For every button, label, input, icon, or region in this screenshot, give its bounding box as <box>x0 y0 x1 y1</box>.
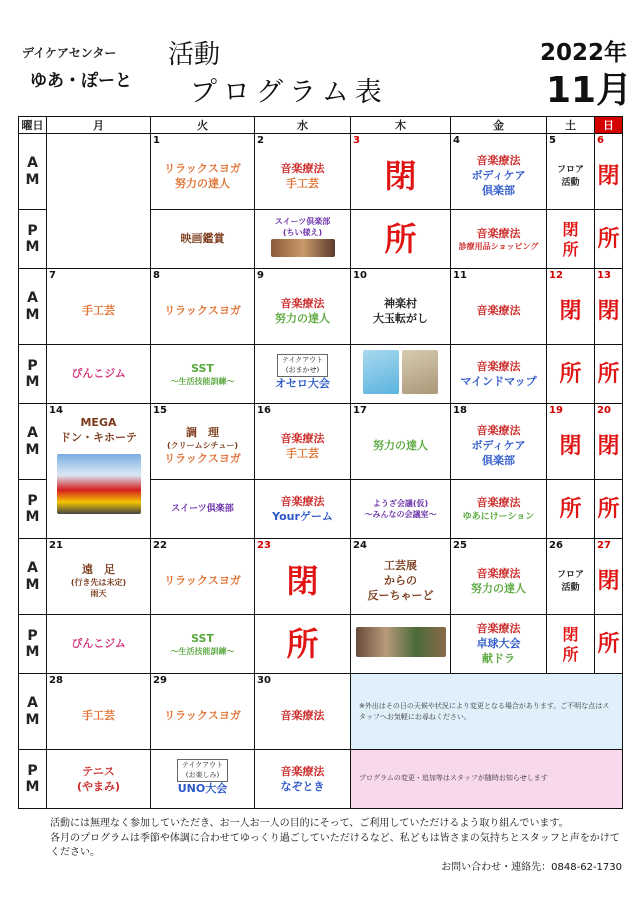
week1-thu-pm: 所 <box>351 210 451 269</box>
week4-fri-am: 25 音楽療法 努力の達人 <box>451 539 547 615</box>
week4-thu-am: 24 工芸展 からの 反ーちゃーど <box>351 539 451 615</box>
week2-sat-pm: 所 <box>547 345 595 404</box>
week1-sun-pm: 所 <box>595 210 623 269</box>
week4-tue-am: 22 リラックスヨガ <box>151 539 255 615</box>
week3-wed-am: 16 音楽療法 手工芸 <box>255 404 351 480</box>
week3-fri-am: 18 音楽療法 ボディケア 倶楽部 <box>451 404 547 480</box>
week1-sat-pm: 閉 所 <box>547 210 595 269</box>
week3-tue-pm: スイーツ倶楽部 <box>151 480 255 539</box>
header <box>0 0 640 115</box>
week4-thu-pm <box>351 615 451 674</box>
footer-line1: 活動には無理なく参加していただき、お一人お一人の目的にそって、ご利用していただけるよう取り組んでいます。 <box>50 818 569 829</box>
weekday-thu: 木 <box>351 117 451 134</box>
week1-sun-am: 6 閉 <box>595 134 623 210</box>
week1-thu-am: 3 閉 <box>351 134 451 210</box>
slot-am: A M <box>19 134 47 210</box>
week2-tue-pm: SST 〜生活技能訓練〜 <box>151 345 255 404</box>
week3-tue-am: 15 調 理 (クリームシチュー) リラックスヨガ <box>151 404 255 480</box>
weekday-fri: 金 <box>451 117 547 134</box>
slot-pm: P M <box>19 615 47 674</box>
week1-wed-pm: スイーツ倶楽部 (ちい様え) <box>255 210 351 269</box>
slot-pm: P M <box>19 210 47 269</box>
week2-pm-row <box>19 345 623 404</box>
week1-wed-am: 2 音楽療法 手工芸 <box>255 134 351 210</box>
week4-am-row <box>19 539 623 615</box>
week3-sun-am: 20 閉 <box>595 404 623 480</box>
sweets-photo <box>271 239 335 257</box>
event-photo-1 <box>363 350 399 394</box>
week5-am-row <box>19 674 623 750</box>
footer <box>50 817 622 875</box>
week2-sat-am: 12 閉 <box>547 269 595 345</box>
footer-line2: 各月のプログラムは季節や体調に合わせてゆっくり過ごしていただけるなど、私どもは皆さまの気持ちとスタッフと声をかけてください。 <box>50 832 620 858</box>
week3-thu-am: 17 努力の達人 <box>351 404 451 480</box>
year-label: 2022年 <box>540 40 628 66</box>
week4-pm-row <box>19 615 623 674</box>
slot-am: A M <box>19 674 47 750</box>
title-line2: プログラム表 <box>190 77 388 108</box>
week3-thu-pm: ようざ会議(仮) 〜みんなの会議室〜 <box>351 480 451 539</box>
week4-tue-pm: SST 〜生活技能訓練〜 <box>151 615 255 674</box>
week2-thu-am: 10 神楽村 大玉転がし <box>351 269 451 345</box>
week5-mon-am: 28 手工芸 <box>47 674 151 750</box>
week5-tue-am: 29 リラックスヨガ <box>151 674 255 750</box>
week4-sun-pm: 所 <box>595 615 623 674</box>
week2-fri-am: 11 音楽療法 <box>451 269 547 345</box>
week4-wed-am: 23 閉 <box>255 539 351 615</box>
month-label: 11月 <box>546 70 633 111</box>
weekday-sun: 日 <box>595 117 623 134</box>
week2-fri-pm: 音楽療法 マインドマップ <box>451 345 547 404</box>
week5-wed-pm: 音楽療法 なぞとき <box>255 750 351 809</box>
note-pink: プログラムの変更・追加等はスタッフが随時お知らせします <box>351 750 623 809</box>
event-photo-2 <box>402 350 438 394</box>
week3-mon-am: 14 MEGA ドン・キホーテ <box>47 404 151 539</box>
facility-name: ゆあ・ぽーと <box>30 71 132 91</box>
week1-tue-pm: 映画鑑賞 <box>151 210 255 269</box>
title-line1: 活動 <box>168 40 221 70</box>
week5-tue-pm: テイクアウト (お楽しみ) UNO大会 <box>151 750 255 809</box>
week2-mon-pm: ぴんこジム <box>47 345 151 404</box>
week3-am-row <box>19 404 623 480</box>
note-blue: ※外出はその日の天候や状況により変更となる場合があります。ご不明な点はスタッフへお気軽にお尋ねください。 <box>351 674 623 750</box>
week4-sat-am: 26 フロア 活動 <box>547 539 595 615</box>
weekday-wed: 水 <box>255 117 351 134</box>
week2-mon-am: 7 手工芸 <box>47 269 151 345</box>
week4-wed-pm: 所 <box>255 615 351 674</box>
slot-pm: P M <box>19 480 47 539</box>
week2-wed-pm: テイクアウト (おまかせ) オセロ大会 <box>255 345 351 404</box>
week3-sat-pm: 所 <box>547 480 595 539</box>
week5-pm-row <box>19 750 623 809</box>
takeout-box: テイクアウト (おまかせ) <box>277 354 328 376</box>
weekday-mon: 月 <box>47 117 151 134</box>
weekday-slot-header: 曜日 <box>19 117 47 134</box>
week2-sun-pm: 所 <box>595 345 623 404</box>
week5-mon-pm: テニス (やまみ) <box>47 750 151 809</box>
weekday-header-row <box>19 117 623 134</box>
slot-pm: P M <box>19 345 47 404</box>
store-photo <box>57 454 141 514</box>
week3-fri-pm: 音楽療法 ゆあにけーション <box>451 480 547 539</box>
week2-thu-pm <box>351 345 451 404</box>
footer-contact: お問い合わせ・連絡先：0848-62-1730 <box>441 861 622 873</box>
week4-sat-pm: 閉 所 <box>547 615 595 674</box>
slot-am: A M <box>19 404 47 480</box>
week1-am-row <box>19 134 623 210</box>
week4-sun-am: 27 閉 <box>595 539 623 615</box>
week1-sat-am: 5 フロア 活動 <box>547 134 595 210</box>
weekday-tue: 火 <box>151 117 255 134</box>
takeout-box: テイクアウト (お楽しみ) <box>177 759 228 781</box>
slot-pm: P M <box>19 750 47 809</box>
week1-fri-am: 4 音楽療法 ボディケア 倶楽部 <box>451 134 547 210</box>
week1-mon-empty <box>47 134 151 269</box>
program-calendar <box>18 116 623 809</box>
week4-mon-am: 21 遠 足 (行き先は未定) 雨天 <box>47 539 151 615</box>
center-name: デイケアセンター <box>22 46 117 60</box>
craft-photo <box>356 627 446 657</box>
week2-am-row <box>19 269 623 345</box>
weekday-sat: 土 <box>547 117 595 134</box>
week4-mon-pm: ぴんこジム <box>47 615 151 674</box>
week2-tue-am: 8 リラックスヨガ <box>151 269 255 345</box>
week3-sun-pm: 所 <box>595 480 623 539</box>
slot-am: A M <box>19 269 47 345</box>
week2-wed-am: 9 音楽療法 努力の達人 <box>255 269 351 345</box>
slot-am: A M <box>19 539 47 615</box>
week1-fri-pm: 音楽療法 診療用品ショッピング <box>451 210 547 269</box>
week5-wed-am: 30 音楽療法 <box>255 674 351 750</box>
week2-sun-am: 13 閉 <box>595 269 623 345</box>
week3-wed-pm: 音楽療法 Yourゲーム <box>255 480 351 539</box>
week1-tue-am: 1 リラックスヨガ 努力の達人 <box>151 134 255 210</box>
week3-sat-am: 19 閉 <box>547 404 595 480</box>
week4-fri-pm: 音楽療法 卓球大会 献ドラ <box>451 615 547 674</box>
